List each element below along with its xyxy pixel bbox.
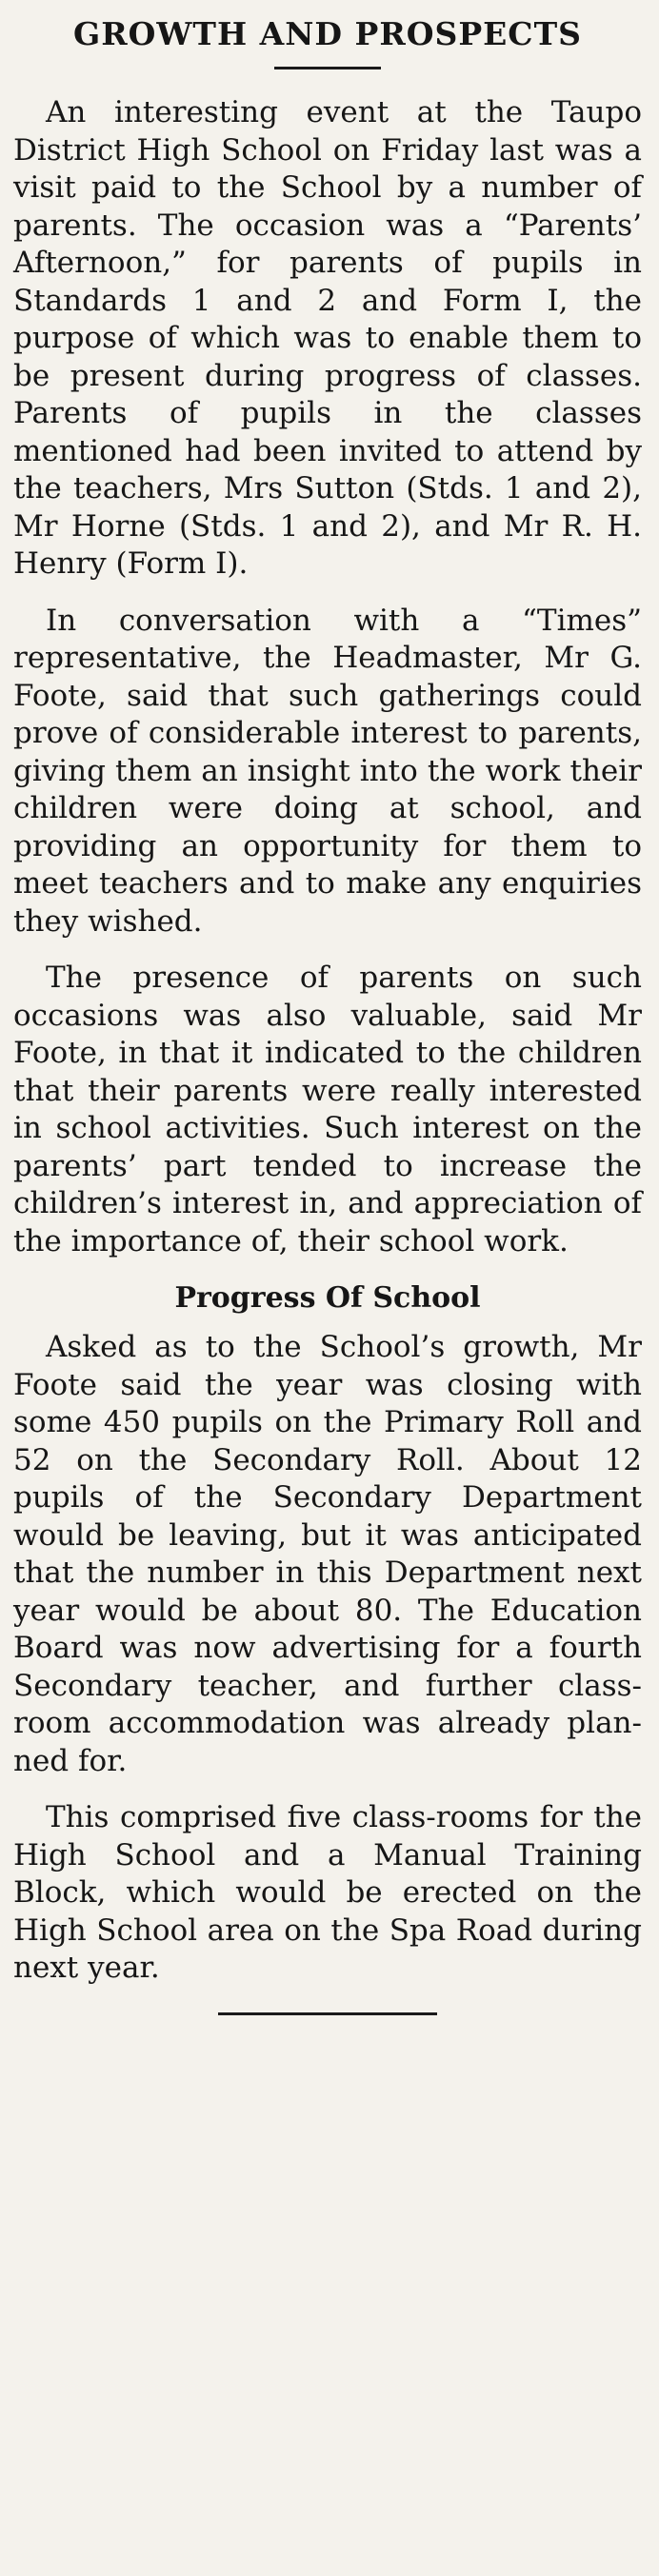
closing-rule bbox=[218, 2012, 437, 2015]
headline: GROWTH AND PROSPECTS bbox=[73, 15, 582, 52]
article-paragraph-4: Asked as to the School’s growth, Mr Foote said the year was closing with some 450 pupils on the Primary Roll and 52 on the Secondary Roll. About 12 pupils of the Secondary Department would be leaving, but it was anticipated that the number in this Department next year would be about 80. The Education Board was now advertising for a fourth Secondary teacher, and further class-room accommodation was already planned for. bbox=[13, 1330, 642, 1778]
article-paragraph-5: This comprised five class-rooms for the High School and a Manual Training Block, which would be erected on the High School area on the Spa Road during next year. bbox=[13, 1800, 642, 1985]
article-paragraph-2: In conversation with a “Times” representative, the Headmaster, Mr G. Foote, said that such gatherings could prove of considerable interest to parents, giving them an insight into the work their children were doing at school, and providing an opportunity for them to meet teachers and to make any enquiries they wished. bbox=[13, 603, 642, 939]
article-paragraph-3: The presence of parents on such occasions was also valuable, said Mr Foote, in that it indicated to the children that their parents were really interested in school activities. Such interest on the parents’ part tended to increase the children’s interest in, and appreciation of the importance of, their school work. bbox=[13, 961, 642, 1258]
article-paragraph-1: An interesting event at the Taupo District High School on Friday last was a visit paid to the School by a number of parents. The occasion was a “Parents’ Afternoon,” for parents of pupils in Standards 1 and 2 and Form I, the purpose of which was to enable them to be present during progress of classes. Parents of pupils in the classes mentioned had been invited to attend by the teachers, Mrs Sutton (Stds. 1 and 2), Mr Horne (Stds. 1 and 2), and Mr R. H. Henry (Form I). bbox=[13, 95, 642, 581]
subheading: Progress Of School bbox=[174, 1281, 481, 1315]
headline-rule bbox=[274, 67, 381, 69]
